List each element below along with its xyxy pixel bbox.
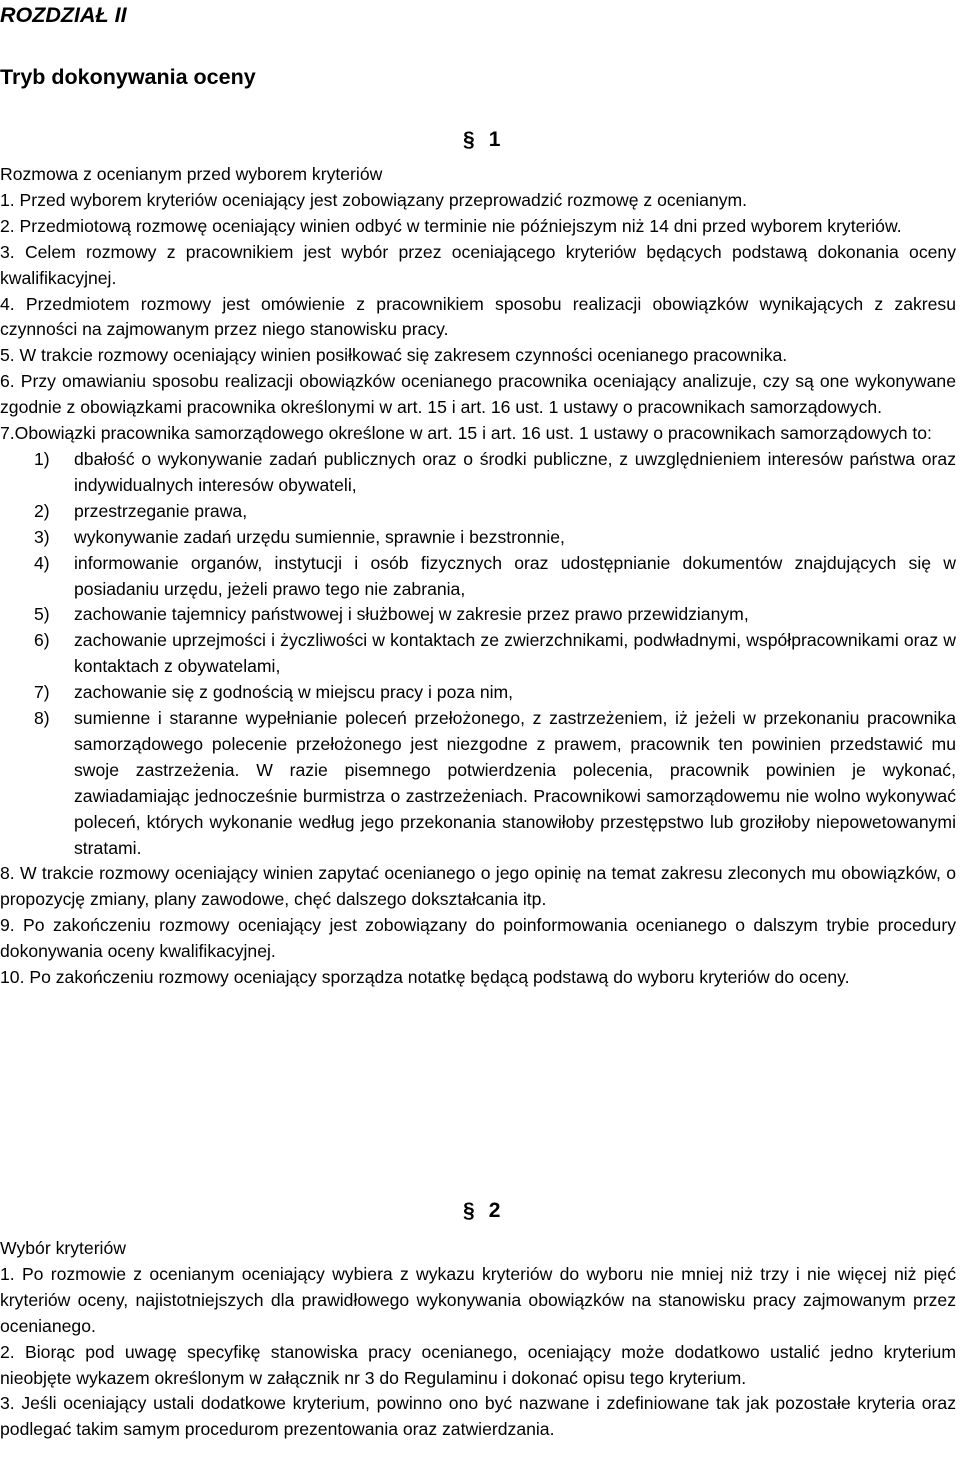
list-item-number: 8)	[34, 708, 50, 729]
list-item-number: 5)	[34, 604, 50, 625]
chapter-heading: ROZDZIAŁ II	[0, 3, 127, 27]
section-symbol: §	[463, 1199, 475, 1222]
list-item-number: 2)	[34, 500, 50, 521]
list-item-text: zachowanie się z godnością w miejscu pracy i poza nim,	[74, 682, 514, 703]
list-item-number: 3)	[34, 526, 50, 547]
list-item	[0, 499, 956, 525]
paragraph-1-1: 1. Przed wyborem kryteriów oceniający jest zobowiązany przeprowadzić rozmowę z ocenianym.	[0, 189, 748, 210]
paragraph-1-5: 5. W trakcie rozmowy oceniający winien posiłkować się zakresem czynności ocenianego pracownika.	[0, 345, 788, 366]
paragraph-1-6: 6. Przy omawianiu sposobu realizacji obowiązków ocenianego pracownika oceniający analizuje, czy są one wykonywane zgodnie z obowiązkami pracownika określonymi w art. 15 i art. 16 ust. 1 ustawy o pracownikach samorządowych.	[0, 371, 956, 418]
section-number-value: 1	[488, 128, 501, 151]
list-item-text: przestrzeganie prawa,	[74, 500, 248, 521]
list-item-text: sumienne i staranne wypełnianie poleceń przełożonego, z zastrzeżeniem, iż jeżeli w przekonaniu pracownika samorządowego polecenie przełożonego jest niezgodne z prawem, pracownik ten powinien przedstawić mu swoje zastrzeżenia. W razie pisemnego potwierdzenia polecenia, pracownik powinien je wykonać, zawiadamiając jednocześnie burmistrza o zastrzeżeniach. Pracownikowi samorządowemu nie wolno wykonywać poleceń, których wykonanie według jego przekonania stanowiłoby przestępstwo lub groziłoby niepowetowanymi stratami.	[74, 708, 956, 858]
list-item	[0, 680, 956, 706]
section-1-heading: Rozmowa z ocenianym przed wyborem kryteriów	[0, 164, 383, 184]
paragraph-2-3: 3. Jeśli oceniający ustali dodatkowe kryterium, powinno ono być nazwane i zdefiniowane tak jak pozostałe kryteria oraz podlegać takim samym procedurom prezentowania oraz zatwierdzania.	[0, 1393, 956, 1440]
list-item-number: 6)	[34, 630, 50, 651]
section-1-body	[0, 162, 956, 991]
section-2-body	[0, 1236, 956, 1443]
section-number-value: 2	[488, 1199, 501, 1222]
list-item	[0, 602, 956, 628]
duties-list	[0, 447, 956, 862]
list-item-text: wykonywanie zadań urzędu sumiennie, sprawnie i bezstronnie,	[74, 526, 565, 547]
section-1-number	[463, 126, 500, 154]
paragraph-1-9: 9. Po zakończeniu rozmowy oceniający jest zobowiązany do poinformowania ocenianego o dalszym trybie procedury dokonywania oceny kwalifikacyjnej.	[0, 915, 956, 962]
page-title: Tryb dokonywania oceny	[0, 65, 256, 89]
paragraph-1-10: 10. Po zakończeniu rozmowy oceniający sporządza notatkę będącą podstawą do wyboru kryteriów do oceny.	[0, 967, 850, 988]
list-item	[0, 447, 956, 499]
list-item-text: dbałość o wykonywanie zadań publicznych oraz o środki publiczne, z uwzględnieniem interesów państwa oraz indywidualnych interesów obywateli,	[74, 448, 956, 495]
paragraph-2-1: 1. Po rozmowie z ocenianym oceniający wybiera z wykazu kryteriów do wyboru nie mniej niż trzy i nie więcej niż pięć kryteriów oceny, najistotniejszych dla prawidłowego wykonywania obowiązków na stanowisku pracy zajmowanym przez ocenianego.	[0, 1263, 956, 1336]
list-item-text: zachowanie tajemnicy państwowej i służbowej w zakresie przez prawo przewidzianym,	[74, 604, 749, 625]
list-item-number: 7)	[34, 682, 50, 703]
list-item-text: zachowanie uprzejmości i życzliwości w kontaktach ze zwierzchnikami, podwładnymi, współpracownikami oraz w kontaktach z obywatelami,	[74, 630, 956, 677]
section-2-number	[463, 1197, 500, 1225]
list-item	[0, 525, 956, 551]
section-2-heading: Wybór kryteriów	[0, 1238, 126, 1258]
paragraph-2-2: 2. Biorąc pod uwagę specyfikę stanowiska pracy ocenianego, oceniający może dodatkowo ustalić jedno kryterium nieobjęte wykazem określonym w załącznik nr 3 do Regulaminu i dokonać opisu tego kryterium.	[0, 1341, 956, 1388]
paragraph-1-8: 8. W trakcie rozmowy oceniający winien zapytać ocenianego o jego opinię na temat zakresu zleconych mu obowiązków, o propozycję zmiany, plany zawodowe, chęć dalszego dokształcania itp.	[0, 863, 956, 910]
list-item-number: 4)	[34, 552, 50, 573]
paragraph-1-3: 3. Celem rozmowy z pracownikiem jest wybór przez oceniającego kryteriów będących podstawą dokonania oceny kwalifikacyjnej.	[0, 241, 956, 288]
list-item	[0, 628, 956, 680]
section-symbol: §	[463, 128, 475, 151]
list-item-text: informowanie organów, instytucji i osób fizycznych oraz udostępnianie dokumentów znajdujących się w posiadaniu urzędu, jeżeli prawo tego nie zabrania,	[74, 552, 956, 599]
paragraph-1-4: 4. Przedmiotem rozmowy jest omówienie z pracownikiem sposobu realizacji obowiązków wynikających z zakresu czynności na zajmowanym przez niego stanowisku pracy.	[0, 293, 956, 340]
list-item	[0, 706, 956, 861]
list-item-number: 1)	[34, 448, 50, 469]
paragraph-1-2: 2. Przedmiotową rozmowę oceniający winien odbyć w terminie nie późniejszym niż 14 dni przed wyborem kryteriów.	[0, 215, 902, 236]
list-item	[0, 551, 956, 603]
paragraph-1-7: 7.Obowiązki pracownika samorządowego określone w art. 15 i art. 16 ust. 1 ustawy o pracownikach samorządowych to:	[0, 423, 932, 444]
